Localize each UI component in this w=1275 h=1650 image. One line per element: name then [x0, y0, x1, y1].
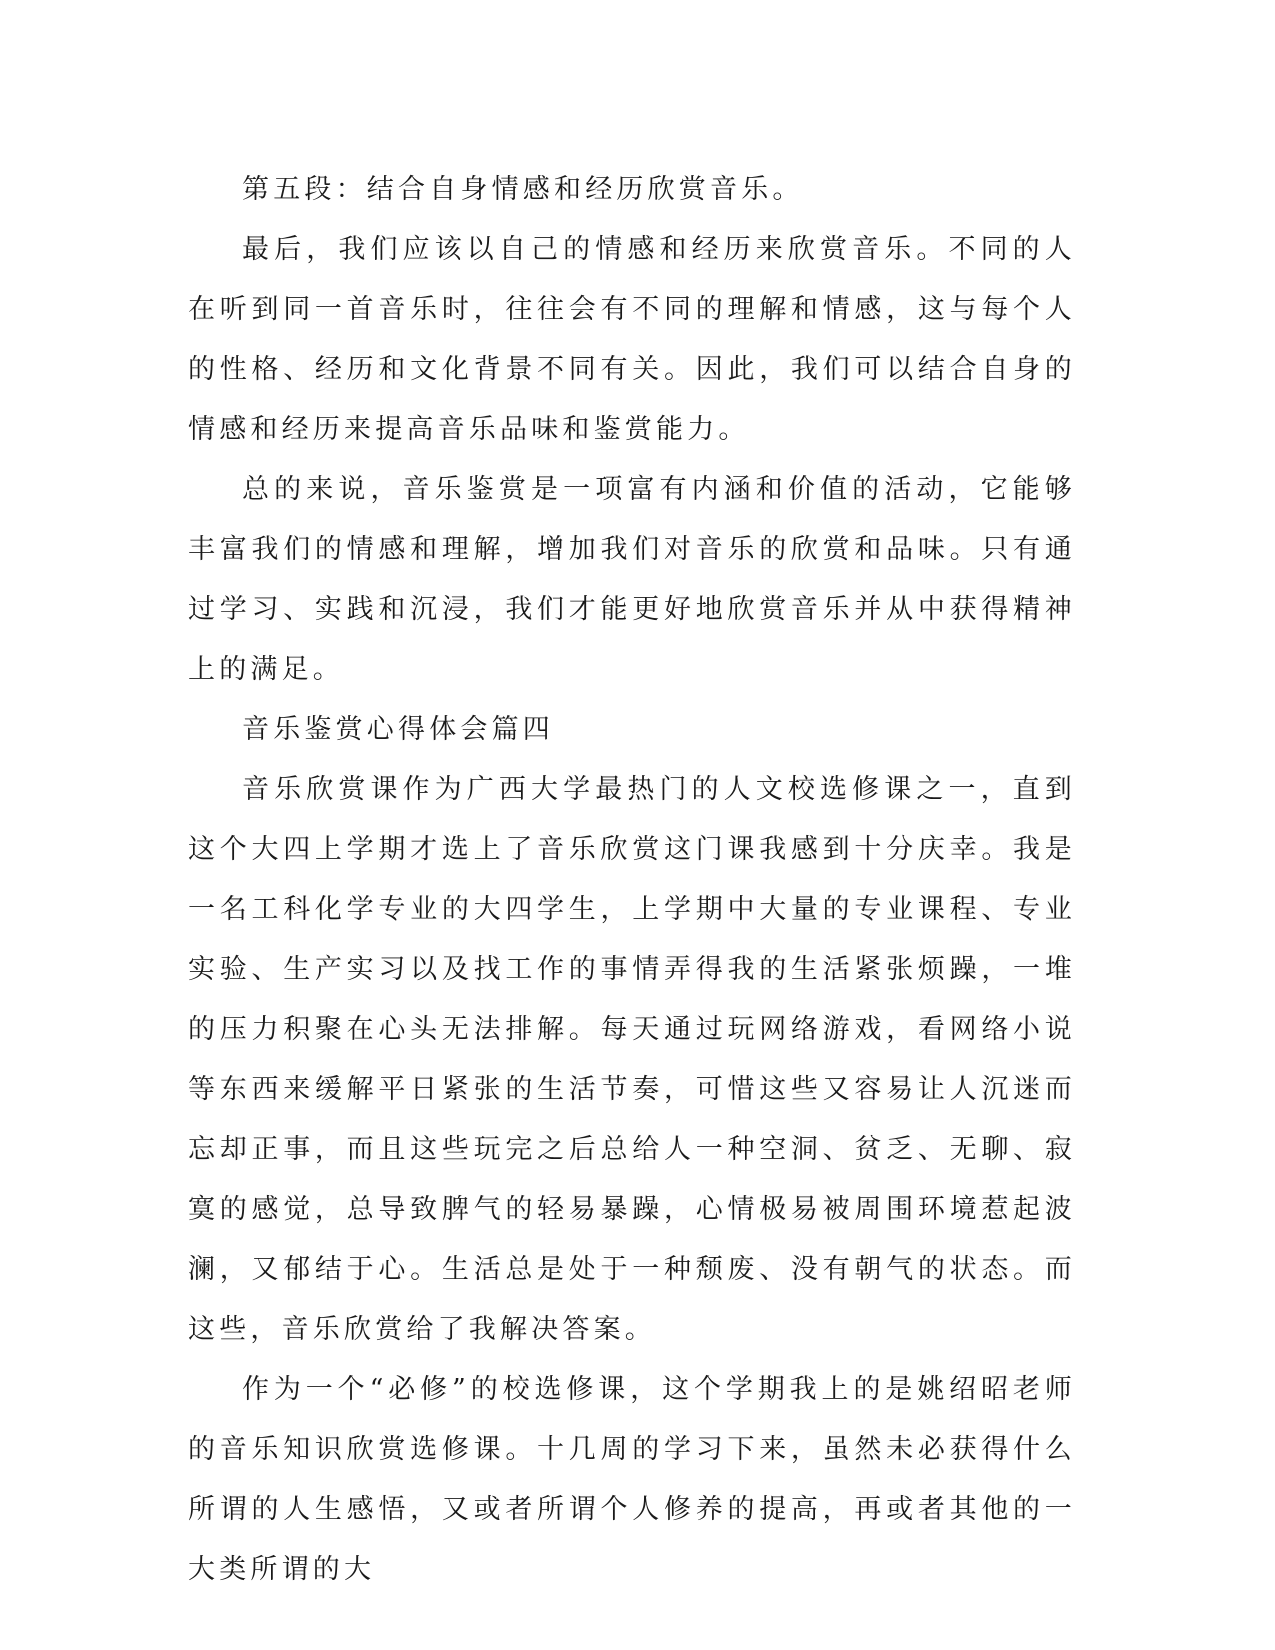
- section-heading-part-five: 第五段：结合自身情感和经历欣赏音乐。: [242, 174, 804, 205]
- document-body: [188, 160, 1076, 1600]
- paragraph-personal-experience: 最后，我们应该以自己的情感和经历来欣赏音乐。不同的人在听到同一首音乐时，往往会有不同的理解和情感，这与每个人的性格、经历和文化背景不同有关。因此，我们可以结合自身的情感和经历来提高音乐品味和鉴赏能力。: [188, 234, 1076, 445]
- paragraph-course-intro: 音乐欣赏课作为广西大学最热门的人文校选修课之一，直到这个大四上学期才选上了音乐欣赏这门课我感到十分庆幸。我是一名工科化学专业的大四学生，上学期中大量的专业课程、专业实验、生产实习以及找工作的事情弄得我的生活紧张烦躁，一堆的压力积聚在心头无法排解。每天通过玩网络游戏，看网络小说等东西来缓解平日紧张的生活节奏，可惜这些又容易让人沉迷而忘却正事，而且这些玩完之后总给人一种空洞、贫乏、无聊、寂寞的感觉，总导致脾气的轻易暴躁，心情极易被周围环境惹起波澜，又郁结于心。生活总是处于一种颓废、没有朝气的状态。而这些，音乐欣赏给了我解决答案。: [188, 774, 1076, 1345]
- paragraph-elective-course: 作为一个“必修”的校选修课，这个学期我上的是姚绍昭老师的音乐知识欣赏选修课。十几周的学习下来，虽然未必获得什么所谓的人生感悟，又或者所谓个人修养的提高，再或者其他的一大类所谓的大: [188, 1374, 1076, 1585]
- section-heading-article-four: 音乐鉴赏心得体会篇四: [242, 714, 554, 745]
- paragraph-conclusion: 总的来说，音乐鉴赏是一项富有内涵和价值的活动，它能够丰富我们的情感和理解，增加我们对音乐的欣赏和品味。只有通过学习、实践和沉浸，我们才能更好地欣赏音乐并从中获得精神上的满足。: [188, 474, 1076, 685]
